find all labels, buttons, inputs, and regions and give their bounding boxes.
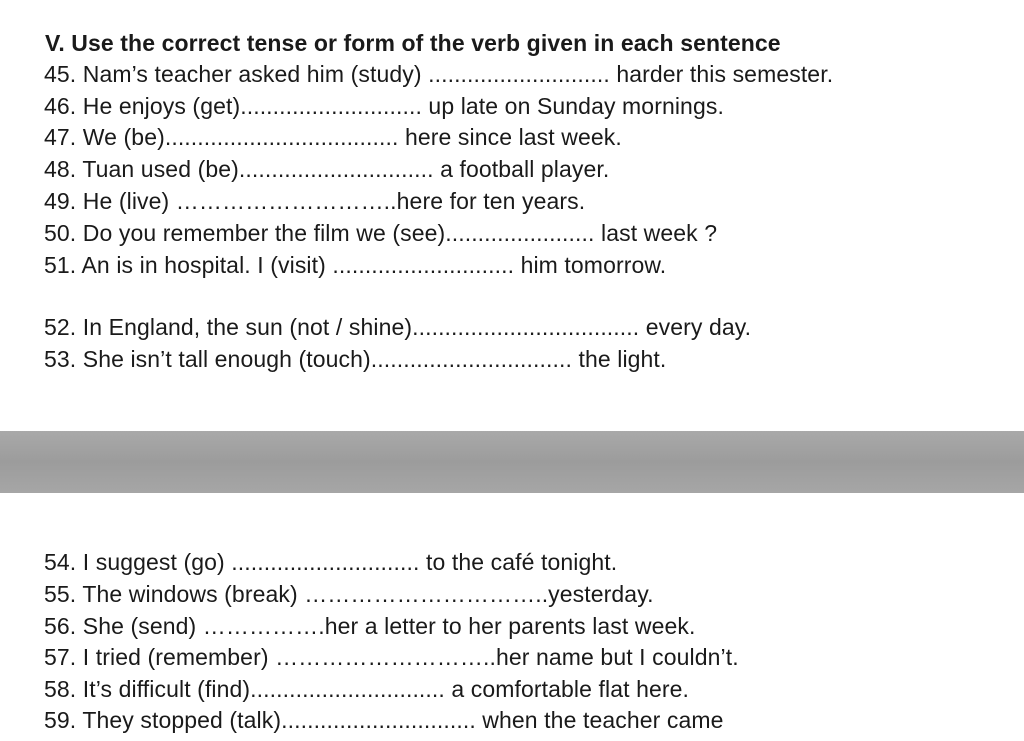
exercise-item-49: 49. He (live) ………………………..here for ten years. [44,188,586,214]
exercise-item-47: 47. We (be).................................... here since last week. [44,124,622,150]
exercise-item-46: 46. He enjoys (get)............................ up late on Sunday mornings. [44,93,724,119]
exercise-item-48: 48. Tuan used (be).............................. a football player. [44,156,610,182]
exercise-item-57: 57. I tried (remember) ………………………..her name but I couldn’t. [44,644,739,670]
exercise-item-59: 59. They stopped (talk).............................. when the teacher came [44,707,724,733]
exercise-item-56: 56. She (send) …………….her a letter to her parents last week. [44,613,696,639]
exercise-item-54: 54. I suggest (go) ............................. to the café tonight. [44,549,618,575]
exercise-item-53: 53. She isn’t tall enough (touch)............................... the light. [44,346,667,372]
page-break-divider [0,431,1024,493]
exercise-item-51: 51. An is in hospital. I (visit) ............................ him tomorrow. [44,252,667,278]
exercise-heading: V. Use the correct tense or form of the verb given in each sentence [45,30,781,56]
exercise-item-52: 52. In England, the sun (not / shine)................................... every day. [44,314,752,340]
exercise-item-50: 50. Do you remember the film we (see)....................... last week ? [44,220,718,246]
exercise-item-55: 55. The windows (break) …………………………..yesterday. [44,581,654,607]
exercise-item-58: 58. It’s difficult (find).............................. a comfortable flat here. [44,676,690,702]
exercise-item-45: 45. Nam’s teacher asked him (study) ............................ harder this semester. [44,61,834,87]
